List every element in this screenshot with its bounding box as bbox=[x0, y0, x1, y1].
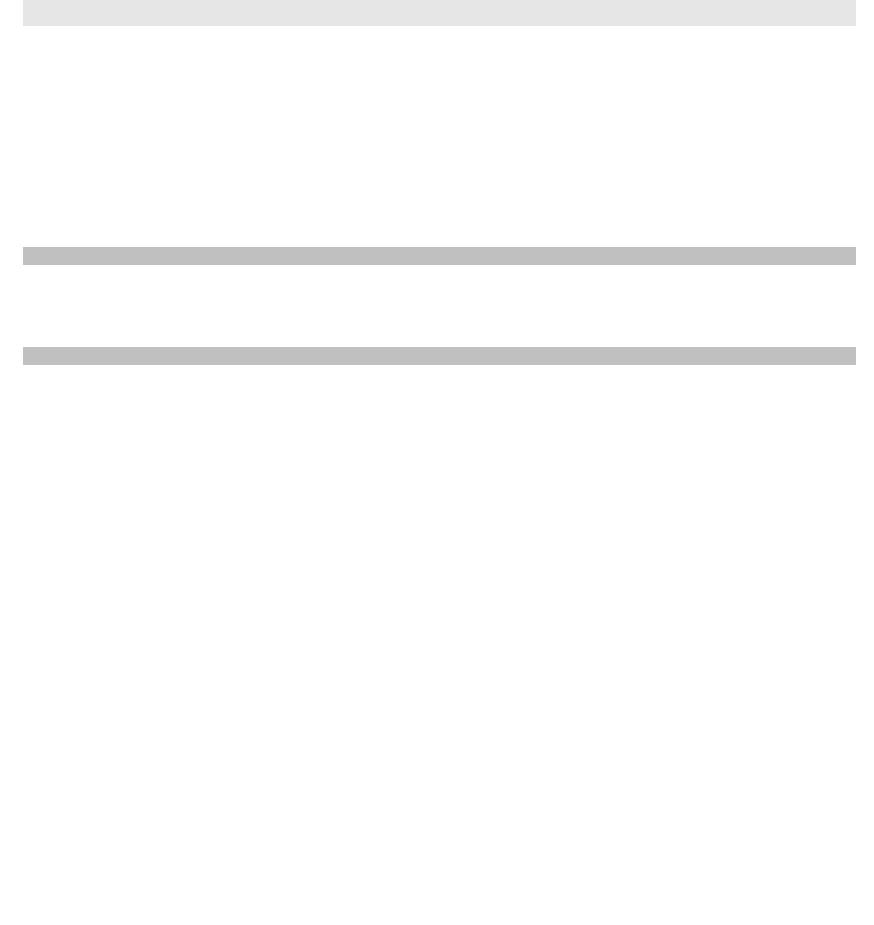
working-orders-header bbox=[23, 347, 856, 365]
table-row bbox=[23, 0, 856, 26]
balance-chart bbox=[0, 505, 874, 705]
table-row bbox=[23, 26, 856, 46]
open-trades-header bbox=[23, 247, 856, 265]
